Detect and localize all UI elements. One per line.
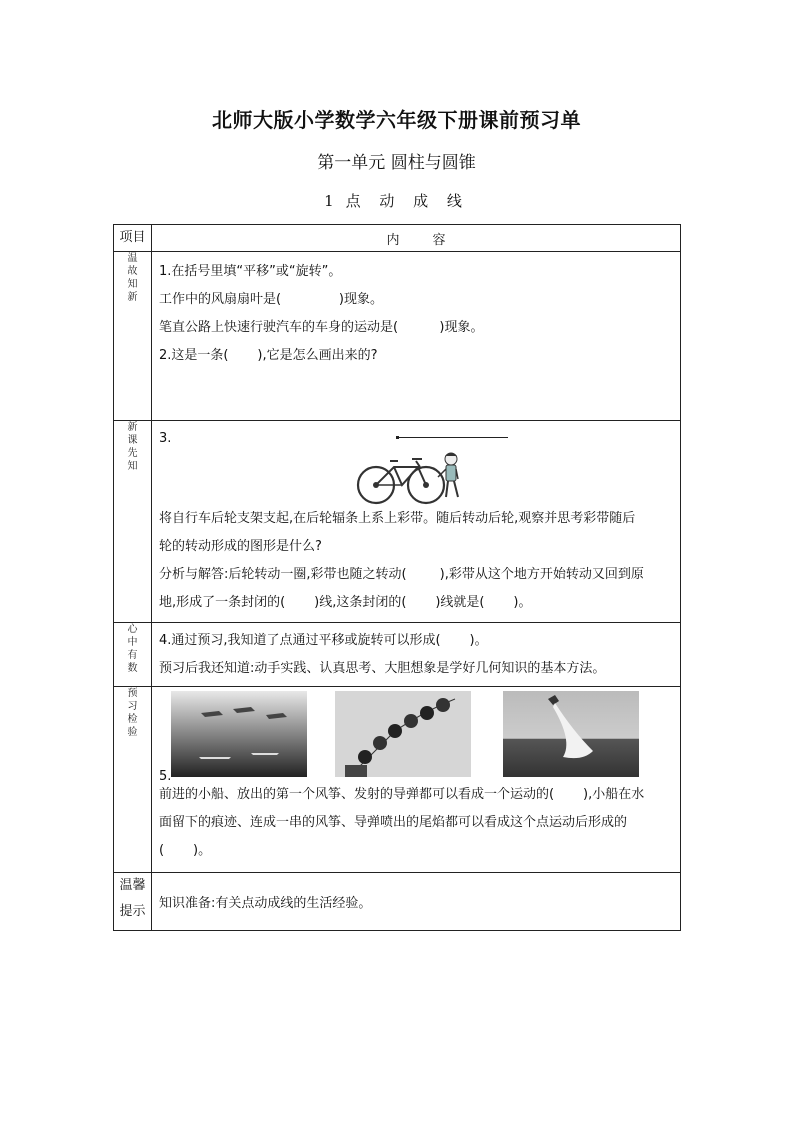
lesson-title [0, 190, 793, 211]
review-line-1: 1.在括号里填“平移”或“旋转”。 [159, 264, 342, 279]
row-tip [114, 873, 681, 931]
review-line-2: 工作中的风扇扇叶是( )现象。 [159, 292, 383, 307]
review-line-3: 笔直公路上快速行驶汽车的车身的运动是( )现象。 [159, 320, 484, 335]
boats-photo [171, 691, 307, 777]
row-check-content [152, 687, 681, 873]
check-label: 预习检验 [127, 688, 138, 738]
review-label: 温故知新 [127, 253, 138, 303]
lesson-number: 1 [324, 192, 334, 210]
q3-line-4: 地,形成了一条封闭的( )线,这条封闭的( )线就是( )。 [159, 595, 532, 610]
row-summary [114, 623, 681, 687]
q4-line-2: 预习后我还知道:动手实践、认真思考、大胆想象是学好几何知识的基本方法。 [159, 661, 606, 676]
bicycle-illustration [159, 447, 674, 505]
q5-line-1: 前进的小船、放出的第一个风筝、发射的导弹都可以看成一个运动的( ),小船在水 [159, 787, 645, 802]
row-summary-label [114, 623, 152, 687]
q3-line-3: 分析与解答:后轮转动一圈,彩带也随之转动( ),彩带从这个地方开始转动又回到原 [159, 567, 644, 582]
review-line-4: 2.这是一条( ),它是怎么画出来的? [159, 348, 378, 363]
q3-line-1: 将自行车后轮支架支起,在后轮辐条上系上彩带。随后转动后轮,观察并思考彩带随后 [159, 511, 636, 526]
summary-label: 心中有数 [127, 624, 138, 674]
new-lesson-label: 新课先知 [127, 422, 138, 472]
row-new-lesson-content [152, 421, 681, 623]
q5-number: 5. [159, 769, 172, 784]
page-title: 北师大版小学数学六年级下册课前预习单 [212, 108, 581, 132]
row-check [114, 687, 681, 873]
unit-title: 第一单元 圆柱与圆锥 [317, 153, 476, 173]
header-row [114, 225, 681, 252]
q3-line-2: 轮的转动形成的图形是什么? [159, 539, 322, 554]
row-tip-content [152, 873, 681, 931]
q4-line-1: 4.通过预习,我知道了点通过平移或旋转可以形成( )。 [159, 633, 488, 648]
bicycle-icon [354, 447, 474, 509]
q5-line-3: ( )。 [159, 843, 212, 858]
row-review-content [152, 252, 681, 421]
header-col-content: 内 容 [152, 225, 681, 252]
photo-strip [159, 691, 674, 784]
row-review [114, 252, 681, 421]
tip-text: 知识准备:有关点动成线的生活经验。 [159, 896, 372, 911]
header-col-item: 项目 [114, 225, 152, 252]
segment-endpoint [396, 436, 399, 439]
line-segment-figure [398, 437, 508, 438]
q5-line-2: 面留下的痕迹、连成一串的风筝、导弹喷出的尾焰都可以看成这个点运动后形成的 [159, 815, 628, 830]
row-summary-content [152, 623, 681, 687]
q3-number: 3. [159, 431, 172, 446]
lesson-name: 点 动 成 线 [345, 192, 469, 210]
row-new-lesson [114, 421, 681, 623]
tip-label: 温馨 提示 [119, 878, 146, 919]
kites-photo [335, 691, 471, 777]
missile-photo [503, 691, 639, 777]
worksheet-table [113, 224, 681, 931]
row-check-label [114, 687, 152, 873]
row-tip-label [114, 873, 152, 931]
row-review-label [114, 252, 152, 421]
row-new-lesson-label [114, 421, 152, 623]
